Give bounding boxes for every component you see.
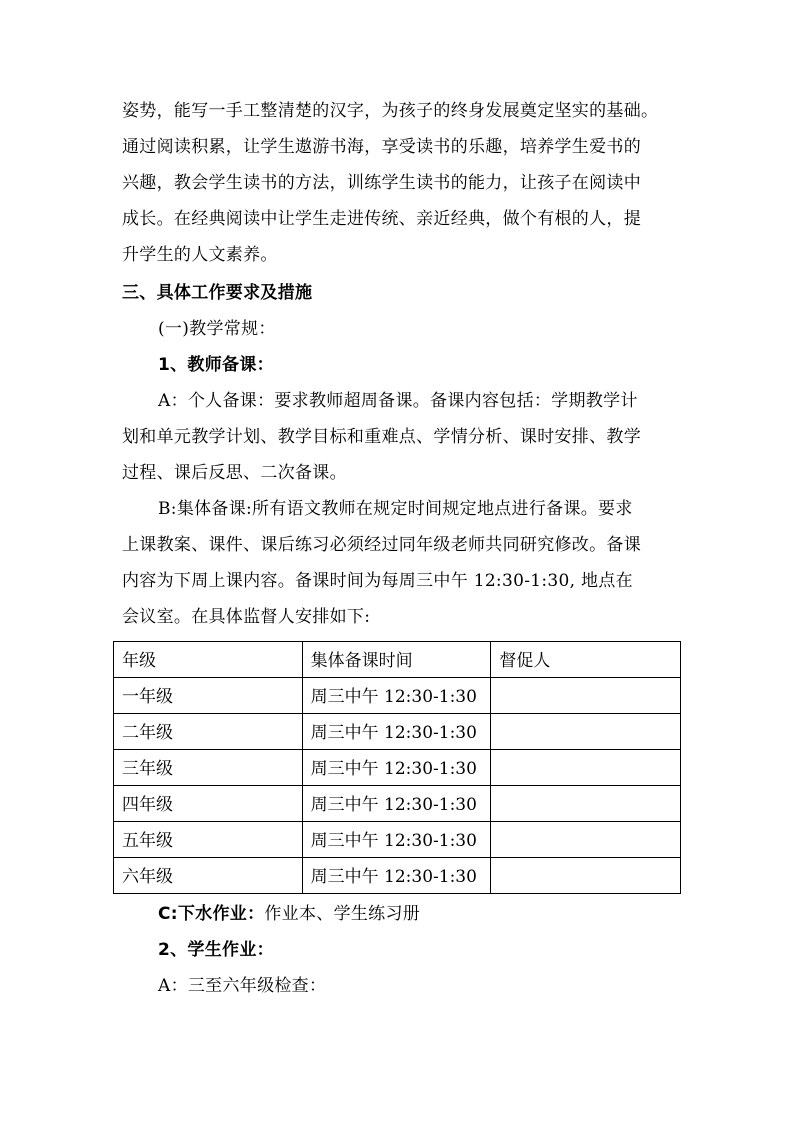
table-cell-grade: 六年级 [114, 858, 303, 894]
table-cell-supervisor [491, 714, 681, 750]
table-cell-time: 周三中午 12:30-1:30 [302, 858, 491, 894]
table-cell-time: 周三中午 12:30-1:30 [302, 750, 491, 786]
table-cell-grade: 三年级 [114, 750, 303, 786]
section-heading: 三、具体工作要求及措施 [122, 283, 313, 303]
item-c-label: C:下水作业： [158, 904, 265, 924]
table-row [114, 750, 681, 786]
table-row [114, 858, 681, 894]
paragraph-line: 姿势，能写一手工整清楚的汉字，为孩子的终身发展奠定坚实的基础。 [122, 101, 659, 121]
table-cell-supervisor [491, 786, 681, 822]
item-a-line: 过程、课后反思、二次备课。 [122, 463, 347, 483]
table-header-row [114, 642, 681, 678]
table-cell-grade: 四年级 [114, 786, 303, 822]
table-row [114, 822, 681, 858]
table-cell-time: 周三中午 12:30-1:30 [302, 678, 491, 714]
item-heading: 1、教师备课： [158, 355, 274, 375]
table-cell-supervisor [491, 678, 681, 714]
item-b-line: 内容为下周上课内容。备课时间为每周三中午 12:30-1:30, 地点在 [122, 571, 633, 591]
table-header-cell: 集体备课时间 [302, 642, 491, 678]
item-heading: 2、学生作业： [158, 940, 274, 960]
item-b-line: B:集体备课:所有语文教师在规定时间规定地点进行备课。要求 [158, 499, 633, 519]
item-b-line: 会议室。在具体监督人安排如下: [122, 607, 371, 627]
table-cell-supervisor [491, 750, 681, 786]
item-c-line [158, 904, 682, 924]
table-cell-time: 周三中午 12:30-1:30 [302, 786, 491, 822]
item-c-text: 作业本、学生练习册 [264, 904, 421, 924]
table-cell-supervisor [491, 858, 681, 894]
supervision-table [113, 641, 681, 894]
table-header-cell: 年级 [114, 642, 303, 678]
table-row [114, 678, 681, 714]
table-cell-grade: 一年级 [114, 678, 303, 714]
item-b-line: 上课教案、课件、课后练习必须经过同年级老师共同研究修改。备课 [122, 535, 641, 555]
paragraph-line: 升学生的人文素养。 [122, 245, 278, 265]
table-cell-time: 周三中午 12:30-1:30 [302, 714, 491, 750]
subsection-title: (一)教学常规： [158, 319, 276, 339]
table-header-cell: 督促人 [491, 642, 681, 678]
table-cell-grade: 二年级 [114, 714, 303, 750]
table-cell-supervisor [491, 822, 681, 858]
paragraph-line: 成长。在经典阅读中让学生走进传统、亲近经典，做个有根的人，提 [122, 209, 641, 229]
paragraph-line: 通过阅读积累，让学生遨游书海，享受读书的乐趣，培养学生爱书的 [122, 137, 641, 157]
item-2a-line: A：三至六年级检查： [158, 976, 327, 996]
item-a-line: A：个人备课：要求教师超周备课。备课内容包括：学期教学计 [158, 391, 638, 411]
table-row [114, 786, 681, 822]
table-cell-grade: 五年级 [114, 822, 303, 858]
table-cell-time: 周三中午 12:30-1:30 [302, 822, 491, 858]
item-a-line: 划和单元教学计划、教学目标和重难点、学情分析、课时安排、教学 [122, 427, 641, 447]
table-row [114, 714, 681, 750]
paragraph-line: 兴趣，教会学生读书的方法，训练学生读书的能力，让孩子在阅读中 [122, 173, 641, 193]
